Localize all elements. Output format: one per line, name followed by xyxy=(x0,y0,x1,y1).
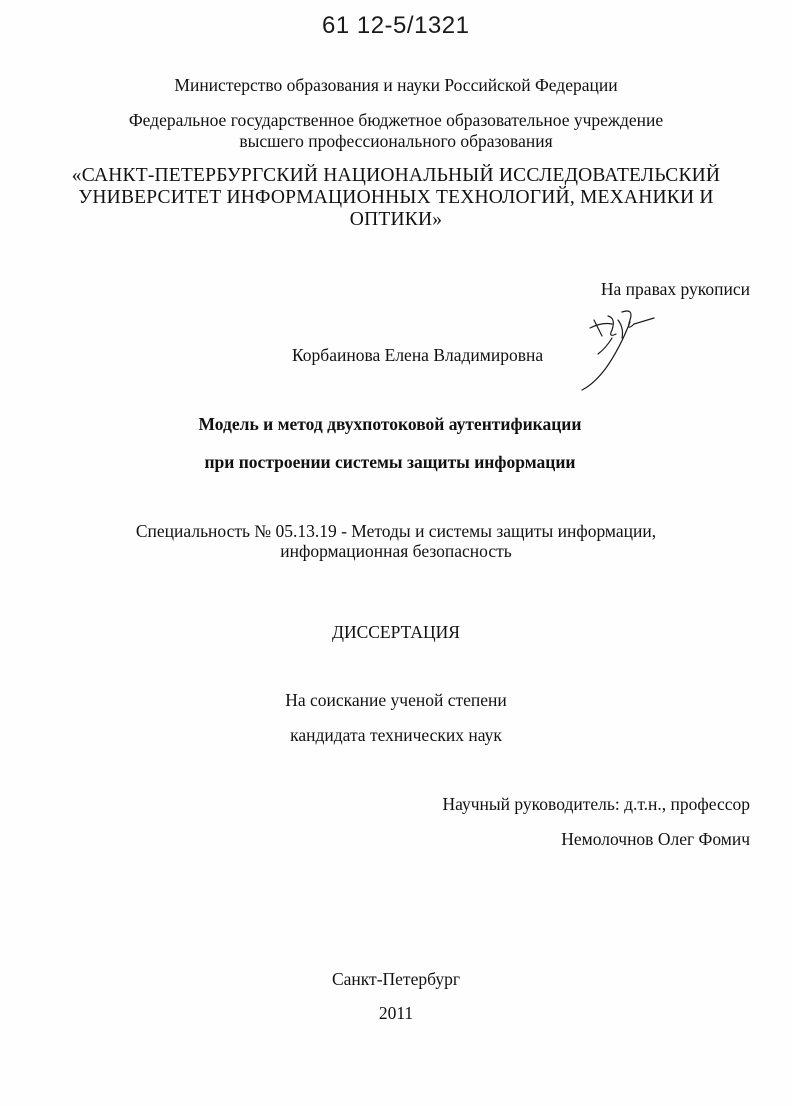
signature-icon xyxy=(572,298,672,394)
dissertation-title-line-2: при построении системы защиты информации xyxy=(204,452,576,472)
institution-line-2: высшего профессионального образования xyxy=(239,131,553,151)
university-line-2: УНИВЕРСИТЕТ ИНФОРМАЦИОННЫХ ТЕХНОЛОГИЙ, МЕХАНИКИ И xyxy=(78,187,714,208)
institution-line-1: Федеральное государственное бюджетное образовательное учреждение xyxy=(128,110,664,130)
supervisor-name: Немолочнов Олег Фомич xyxy=(561,829,750,849)
university-line-3: ОПТИКИ» xyxy=(349,209,443,230)
registration-number: 61 12-5/1321 xyxy=(322,12,470,39)
specialty-line-2: информационная безопасность xyxy=(280,541,512,561)
author-name: Корбаинова Елена Владимировна xyxy=(292,345,544,365)
specialty-line-1: Специальность № 05.13.19 - Методы и системы защиты информации, xyxy=(135,521,657,541)
degree-line-2: кандидата технических наук xyxy=(290,725,502,745)
dissertation-title-line-1: Модель и метод двухпотоковой аутентификации xyxy=(198,414,582,434)
ministry-line: Министерство образования и науки Российской Федерации xyxy=(174,75,618,95)
supervisor-label: Научный руководитель: д.т.н., профессор xyxy=(442,794,750,814)
degree-line-1: На соискание ученой степени xyxy=(285,690,507,710)
manuscript-note: На правах рукописи xyxy=(600,279,750,299)
year: 2011 xyxy=(378,1003,414,1023)
document-type: ДИССЕРТАЦИЯ xyxy=(332,622,460,642)
university-line-1: «САНКТ-ПЕТЕРБУРГСКИЙ НАЦИОНАЛЬНЫЙ ИССЛЕДОВАТЕЛЬСКИЙ xyxy=(71,165,721,186)
city: Санкт-Петербург xyxy=(331,969,461,989)
